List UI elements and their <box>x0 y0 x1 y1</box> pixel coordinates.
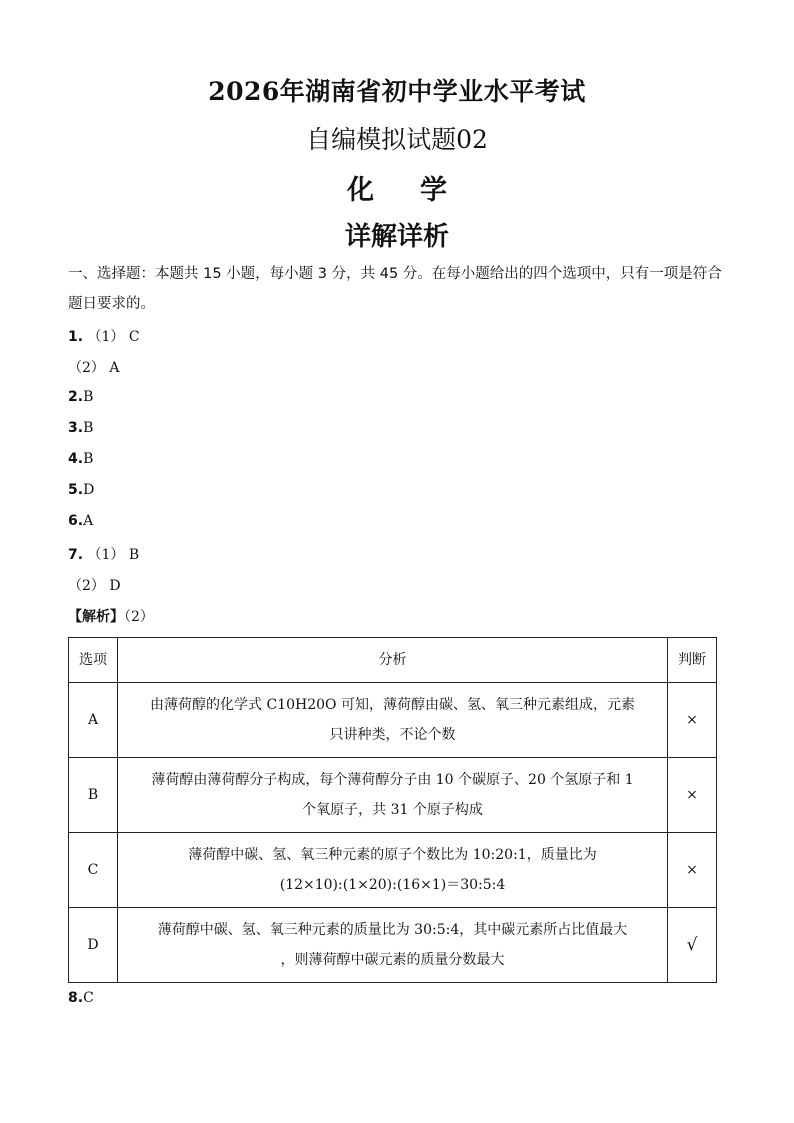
answer-text: D <box>83 482 95 498</box>
answer-text: A <box>83 513 94 529</box>
answer-number: 6. <box>68 513 84 529</box>
table-row <box>69 908 717 983</box>
header-option: 选项 <box>69 638 118 683</box>
answer-text: （1） C <box>87 329 140 345</box>
answer-line <box>68 482 94 498</box>
answer-number: 4. <box>68 451 84 467</box>
analysis-table <box>68 637 717 983</box>
table-row <box>69 758 717 833</box>
option-cell: B <box>69 758 118 833</box>
answer-number: 3. <box>68 420 84 436</box>
exam-subtitle: 自编模拟试题02 <box>306 125 488 154</box>
analysis-line: 薄荷醇中碳、氢、氧三种元素的质量比为 30:5:4，其中碳元素所占比值最大 <box>157 922 628 938</box>
table-row <box>69 833 717 908</box>
answer-number: 8. <box>68 990 84 1006</box>
answer-line <box>68 420 93 436</box>
analysis-line: 由薄荷醇的化学式 C10H20O 可知，薄荷醇由碳、氢、氧三种元素组成，元素 <box>150 697 635 713</box>
analysis-sub: （2） <box>124 609 154 625</box>
answer-number: 7. <box>68 547 84 563</box>
answer-line <box>68 389 93 405</box>
table-header-row <box>69 638 717 683</box>
analysis-label <box>68 606 154 626</box>
analysis-cell <box>118 908 668 983</box>
judge-cell: × <box>668 833 717 908</box>
analysis-cell <box>118 683 668 758</box>
answer-line <box>68 544 139 564</box>
answer-line <box>68 513 93 529</box>
judge-cell: √ <box>668 908 717 983</box>
option-cell: D <box>69 908 118 983</box>
answer-text: （2） D <box>68 578 121 594</box>
answer-line <box>68 357 119 377</box>
analysis-title: 【解析】 <box>68 609 124 625</box>
analysis-line: 只讲种类，不论个数 <box>329 727 456 743</box>
answer-text: （2） A <box>68 360 120 376</box>
answer-number: 1. <box>68 329 84 345</box>
exam-title: 2026年湖南省初中学业水平考试 <box>208 77 586 106</box>
subject-heading <box>0 168 794 207</box>
answer-text: C <box>83 990 94 1006</box>
judge-cell: × <box>668 758 717 833</box>
analysis-cell <box>118 758 668 833</box>
option-cell: C <box>69 833 118 908</box>
analysis-line: 薄荷醇由薄荷醇分子构成，每个薄荷醇分子由 10 个碳原子、20 个氢原子和 1 <box>151 772 634 788</box>
header-judge: 判断 <box>668 638 717 683</box>
analysis-line: 薄荷醇中碳、氢、氧三种元素的原子个数比为 10:20:1，质量比为 <box>188 847 597 863</box>
answer-line <box>68 451 93 467</box>
answer-line <box>68 326 140 346</box>
answer-number: 2. <box>68 389 84 405</box>
header-analysis: 分析 <box>118 638 668 683</box>
answer-number: 5. <box>68 482 84 498</box>
answer-text: B <box>83 420 94 436</box>
answer-text: B <box>83 389 94 405</box>
table-row <box>69 683 717 758</box>
section-instructions: 一、选择题：本题共 15 小题，每小题 3 分，共 45 分。在每小题给出的四个选项中，只有一项是符合题日要求的。 <box>68 266 722 312</box>
judge-cell: × <box>668 683 717 758</box>
analysis-line: ，则薄荷醇中碳元素的质量分数最大 <box>280 952 505 968</box>
subject-char-1: 化 <box>347 175 374 206</box>
analysis-line: (12×10):(1×20):(16×1)＝30:5:4 <box>279 877 506 893</box>
subject-char-2: 学 <box>420 175 447 206</box>
answer-text: B <box>83 451 94 467</box>
answer-line <box>68 575 121 595</box>
option-cell: A <box>69 683 118 758</box>
answer-line <box>68 990 94 1006</box>
analysis-line: 个氧原子，共 31 个原子构成 <box>302 802 483 818</box>
answer-heading: 详解详析 <box>344 222 449 252</box>
answer-text: （1） B <box>87 547 140 563</box>
analysis-cell <box>118 833 668 908</box>
